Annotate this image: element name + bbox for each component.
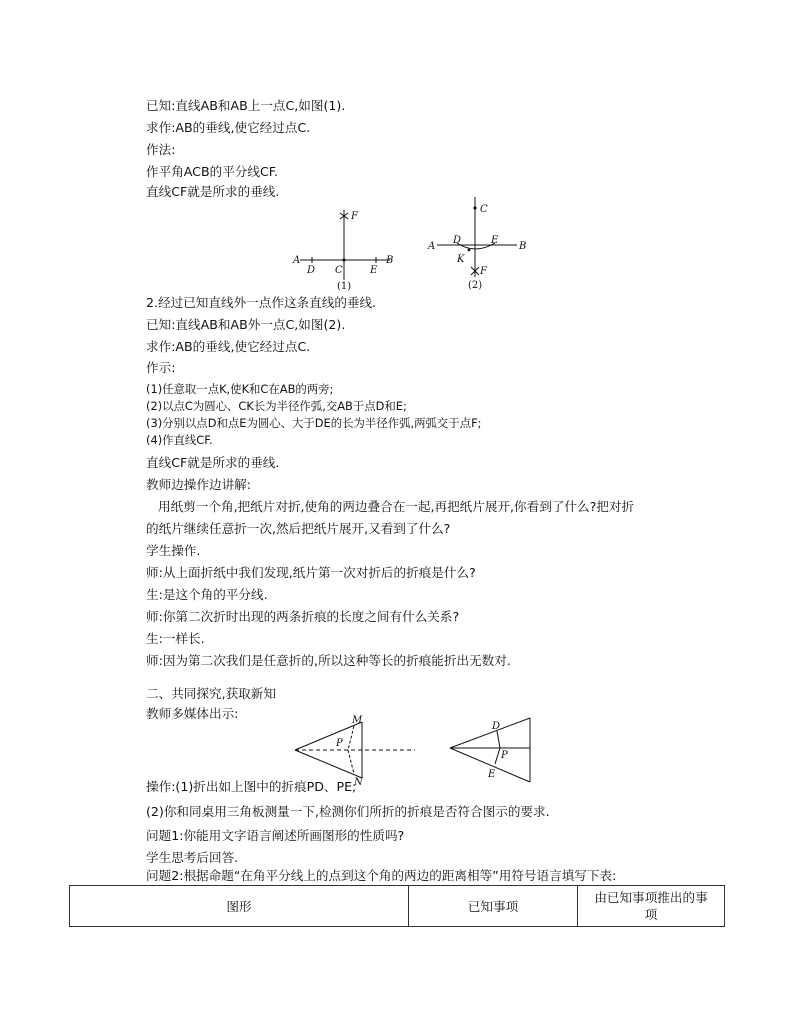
figure-1 <box>290 205 400 295</box>
text-line: (3)分别以点D和点E为圆心、大于DE的长为半径作弧,两弧交于点F; <box>146 416 482 430</box>
label-K: K <box>457 254 465 265</box>
text-line: 教师边操作边讲解: <box>146 477 251 492</box>
text-line: 问题2:根据命题“在角平分线上的点到这个角的两边的距离相等”用符号语言填写下表: <box>146 868 617 883</box>
table-header-figure: 图形 <box>70 886 409 927</box>
label-D: D <box>453 235 462 246</box>
label-F: F <box>480 266 487 277</box>
label-E: E <box>370 265 378 276</box>
text-line: 师:你第二次折时出现的两条折痕的长度之间有什么关系? <box>146 609 460 624</box>
text-line: 生:是这个角的平分线. <box>146 587 268 602</box>
angle-fold-figure-1 <box>290 712 420 787</box>
label-B: B <box>386 255 394 266</box>
text-line: 操作:(1)折出如上图中的折痕PD、PE; <box>146 779 357 794</box>
text-line: 直线CF就是所求的垂线. <box>146 455 280 470</box>
label-P: P <box>336 738 343 749</box>
text-line: 求作:AB的垂线,使它经过点C. <box>146 120 311 135</box>
text-line: 师:因为第二次我们是任意折的,所以这种等长的折痕能折出无数对. <box>146 653 511 668</box>
table-row <box>70 886 725 927</box>
label-A: A <box>293 255 301 266</box>
label-E: E <box>491 235 499 246</box>
header-line: 由已知事项推出的事 <box>594 890 708 905</box>
label-D: D <box>307 265 316 276</box>
label-N: N <box>354 777 363 787</box>
text-line: (1)任意取一点K,使K和C在AB的两旁; <box>146 382 334 396</box>
label-E: E <box>488 769 496 780</box>
text-line: 作示: <box>146 360 176 375</box>
text-line: 作法: <box>146 142 176 157</box>
table-header-known: 已知事项 <box>409 886 578 927</box>
text-line: 直线CF就是所求的垂线. <box>146 184 280 199</box>
text-line: 的纸片继续任意折一次,然后把纸片展开,又看到了什么? <box>146 521 451 536</box>
label-F: F <box>351 211 358 222</box>
text-line: 学生思考后回答. <box>146 850 239 865</box>
text-line: 用纸剪一个角,把纸片对折,使角的两边叠合在一起,再把纸片展开,你看到了什么?把对折 <box>158 499 635 514</box>
text-line: 求作:AB的垂线,使它经过点C. <box>146 339 311 354</box>
label-C: C <box>480 204 488 215</box>
figure-2 <box>425 193 535 293</box>
figure-caption: (2) <box>468 280 483 291</box>
text-line: 教师多媒体出示: <box>146 706 239 721</box>
text-line: (4)作直线CF. <box>146 433 213 447</box>
section-heading: 二、共同探究,获取新知 <box>146 686 276 701</box>
label-B: B <box>519 241 527 252</box>
text-line: 已知:直线AB和AB外一点C,如图(2). <box>146 317 346 332</box>
text-line: 2.经过已知直线外一点作这条直线的垂线. <box>146 295 377 310</box>
label-A: A <box>428 241 436 252</box>
angle-fold-figure-2 <box>445 712 545 787</box>
text-line: 学生操作. <box>146 543 201 558</box>
table-header-inferred <box>578 886 725 927</box>
text-line: (2)以点C为圆心、CK长为半径作弧,交AB于点D和E; <box>146 399 407 413</box>
figure-caption: (1) <box>337 281 352 292</box>
label-D: D <box>492 721 501 732</box>
text-line: 已知:直线AB和AB上一点C,如图(1). <box>146 98 346 113</box>
fill-in-table <box>69 885 725 927</box>
text-line: 生:一样长. <box>146 631 205 646</box>
label-P: P <box>501 750 508 761</box>
label-C: C <box>335 265 343 276</box>
text-line: (2)你和同桌用三角板测量一下,检测你们所折的折痕是否符合图示的要求. <box>146 804 550 819</box>
text-line: 作平角ACB的平分线CF. <box>146 164 278 179</box>
header-line: 项 <box>644 907 658 922</box>
text-line: 师:从上面折纸中我们发现,纸片第一次对折后的折痕是什么? <box>146 565 476 580</box>
label-M: M <box>352 715 363 726</box>
text-line: 问题1:你能用文字语言阐述所画图形的性质吗? <box>146 828 405 843</box>
